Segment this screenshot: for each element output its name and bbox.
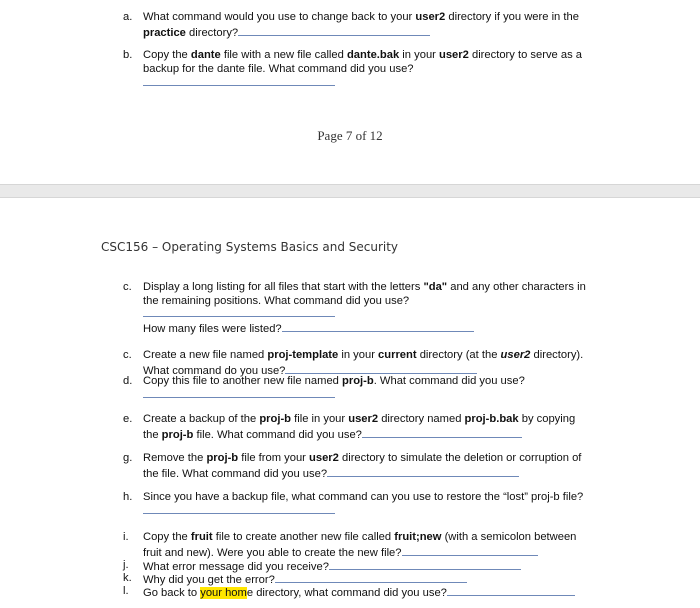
answer-blank[interactable] — [143, 85, 335, 86]
page-break — [0, 184, 700, 198]
question-label: a. — [123, 11, 133, 23]
highlighted-text: your hom — [200, 587, 247, 599]
answer-blank[interactable] — [329, 558, 521, 570]
answer-blank[interactable] — [238, 24, 430, 36]
answer-blank[interactable] — [402, 544, 538, 556]
page-7: a. What command would you use to change back to your user2 directory if you were in the practice directory? b. Copy the dante file with a new file called dante.bak in your user2 directory to serve as a backup for the dante file. What command did you use? Page 7 of 12 — [0, 0, 700, 184]
question-label: b. — [123, 49, 133, 61]
answer-blank[interactable] — [275, 571, 467, 583]
answer-blank[interactable] — [362, 426, 522, 438]
page-footer: Page 7 of 12 — [317, 128, 383, 143]
answer-blank[interactable] — [447, 584, 575, 596]
answer-blank[interactable] — [143, 513, 335, 514]
page-header: CSC156 – Operating Systems Basics and Security — [101, 240, 399, 254]
answer-blank[interactable] — [285, 362, 477, 374]
answer-blank[interactable] — [143, 397, 335, 398]
page-8: CSC156 – Operating Systems Basics and Security c. Display a long listing for all files that start with the letters "da" and any other characters in the remaining positions. What command did you use? How many files were listed? c. Create a new file named proj-template in your current directory (at the user2 directory). What command do you use? d. Copy this file to another new file named proj-b. What command did you use? e. Create a backup of the proj-b file in your user2 directory named proj-b.bak by copying the proj-b file. What command did you use? g. Remove the proj-b file from your user2 directory to simulate the deletion or corruption of the file. What command did you use? h. Since you have a backup file, what command can you use to restore the “lost” proj-b file? i. Copy the fruit file to create another new file called fruit;new (with a semicolon between fruit and new). Were you able to create the new file? j. What error message did you receive? k. Why did you get the error? l. Go back to your home directory, what command did you use? — [0, 198, 700, 608]
answer-blank[interactable] — [282, 320, 474, 332]
answer-blank[interactable] — [143, 316, 335, 317]
answer-blank[interactable] — [327, 465, 519, 477]
